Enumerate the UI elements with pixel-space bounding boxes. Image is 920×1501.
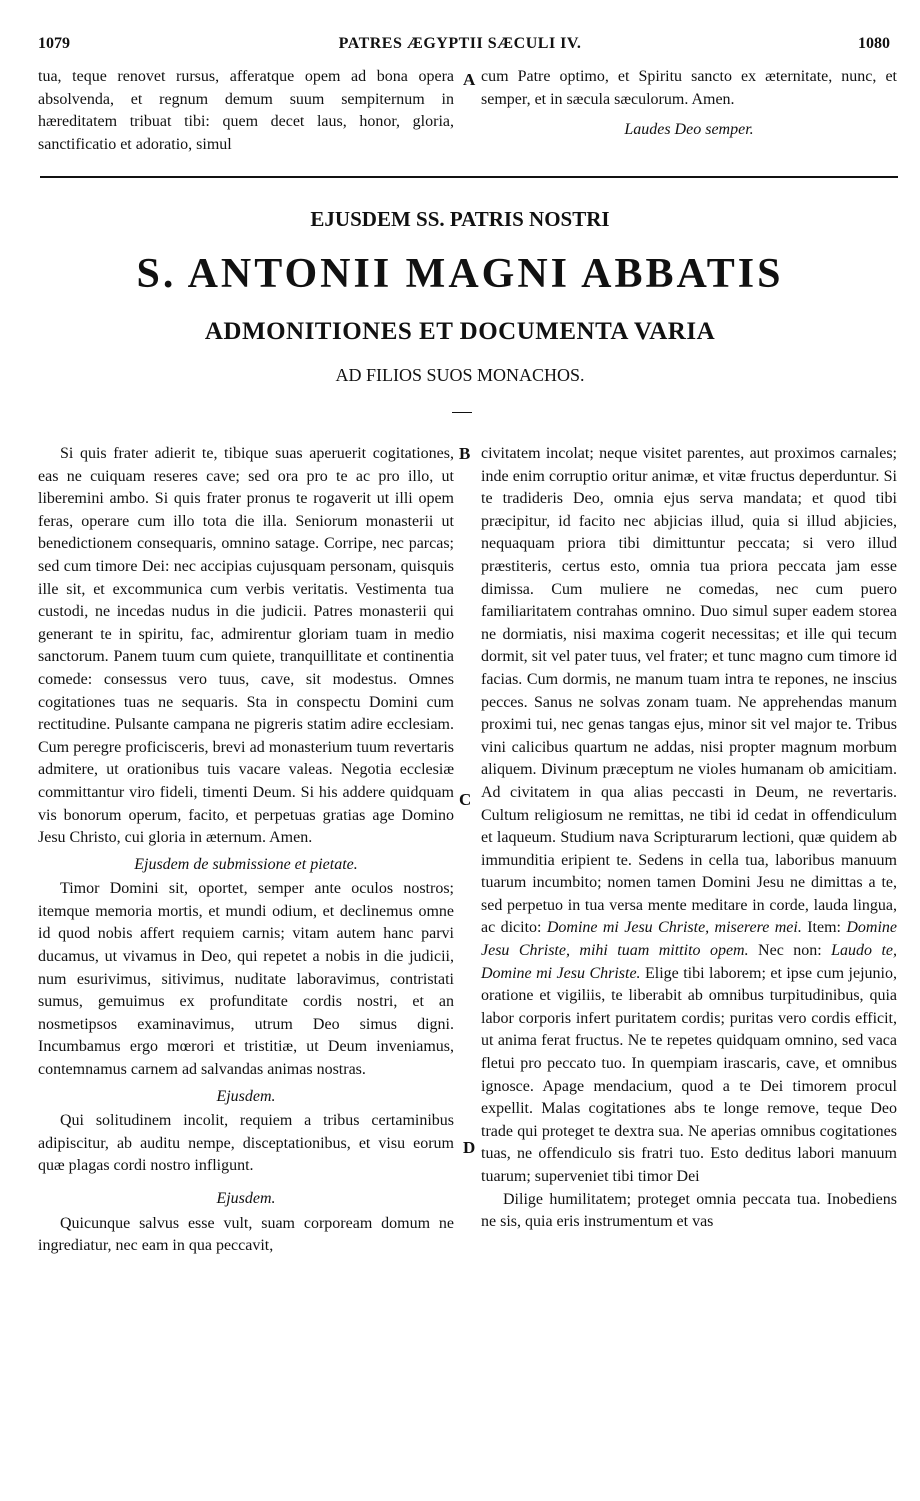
top-right-text: cum Patre optimo, et Spiritu sancto ex æternitate, nunc, et semper, et in sæcula sæculorum. Amen. [481,68,897,108]
top-right-column [481,66,897,144]
prayer-quote: Domine mi Jesu Christe, miserere mei. [546,919,802,937]
page-number-right: 1080 [858,35,890,52]
paragraph: Si quis frater adierit te, tibique suas aperuerit cogitationes, eas ne cuiquam reseres cave; sed ora pro te ac pro illo, ut liberemini ambo. Si quis frater pronus te rogaverit ut illi opem feras, operare cum illo tota die illa. Seniorum monasterii ut benedictionem consequaris, omnino satage. Corripe, nec parcas; sed cum timore Dei: nec accipias cujusquam personam, quisquis ille sit, et excommunica cum verbis veritatis. Vestimenta tua custodi, ne incedas nudus in die judicii. Patres monasterii qui generant te in spiritu, fac, admirentur gloriam tuam in medio sanctorum. Panem tuum cum quiete, tranquillitate et continentia comede: consessus vero tuus, cave, sit modestus. Omnes cogitationes tuas ne sequaris. Sta in conspectu Domini cum rectitudine. Pulsante campana ne pigreris statim adire ecclesiam. Cum peregre proficisceris, brevi ad monasterium tuum revertaris admitere, ut orationibus tuis vacare valeas. Negotia ecclesiæ committantur viro fideli, timenti Deum. Si his addere quidquam vis bonorum operum, facito, et perpetuas gratias age Domino Jesu Christo, cui gloria in æternum. Amen. [38,445,454,847]
paragraph: Timor Domini sit, oportet, semper ante oculos nostros; itemque memoria mortis, et mundi odium, et declinemus omne id quod nobis affert requiem carnis; vitam autem hanc parvi ducamus, ut vivamus in Deo, qui repetet a nobis in die judicii, num esurivimus, sitivimus, nuditate laboravimus, contristati sumus, gemuimus ex profunditate cordis nostri, et an nosmetipsos examinavimus, utrum Deo simus digni. Incumbamus ergo mœrori et tristitiæ, ut Deum inveniamus, contemnamus carnem ad salvandas animas nostras. [38,880,454,1079]
text-run: Item: [807,919,841,937]
subtitle: ADMONITIONES ET DOCUMENTA VARIA [204,318,716,345]
margin-letter-c: C [459,790,472,809]
prayer-quote: Laudo te, Domine mi Jesu Christe. [481,942,898,982]
margin-letter-d: D [463,1138,476,1157]
closing-line: Laudes Deo semper. [624,121,754,139]
paragraph: Quicunque salvus esse vult, suam corpoream domum ne ingrediatur, nec eam in qua peccavit, [38,1214,454,1255]
section-heading: Ejusdem. [216,1087,276,1105]
section-rule [40,176,898,178]
text-run: Elige tibi laborem; et ipse cum jejunio, oratione et vigiliis, te liberabit ab omnibus turpitudinibus, quia labor corporis infert puritatem cordis; puritas vero cordis efficit, ut anima ferat fructus. Ne te repetes quidquam omnino, sed vaca fletui pro peccato tuo. In quempiam irascaris, cave, et omnibus ignosce. Apage mendacium, quod a te Dei timorem procul expellit. Malas cogitationes abs te longe remove, teque Deo trade qui proteget te dextra sua. Ne aperias omnibus cogitationes tuas, ne offendiculo sis fratri tuo. Esto deditus labori manuum tuarum; superveniet tibi timor Dei [481,964,897,1185]
paragraph [481,443,897,1189]
running-title: PATRES ÆGYPTII SÆCULI IV. [338,35,582,52]
text-run: Nec non: [758,942,822,960]
dedication-line: AD FILIOS SUOS MONACHOS. [335,365,585,385]
title-dash [452,412,472,413]
top-left-text: tua, teque renovet rursus, afferatque opem ad bona opera absolvenda, et regnum demum suum sempiternum in hæreditatem tribuat tibi: quem decet laus, honor, gloria, sanctificatio et adoratio, simul [38,68,454,153]
title-line-1: EJUSDEM SS. PATRIS NOSTRI [310,207,610,231]
text-run: civitatem incolat; neque visitet parentes, aut proximos carnales; inde enim corruptio oritur animæ, et vitæ fructus deperduntur. Si te tradideris Deo, omnia ejus serva mandata; et quod tibi præcipitur, id facito nec abjicias illud, quia si illud abjicies, nequaquam priora tibi dimittuntur peccata; si vero illud præstiteris, certus esto, omnia tua priora peccata jam esse dimissa. Cum muliere ne comedas, nec cum puero familiaritatem contrahas omnino. Duo simul super eadem storea ne dormiatis, nisi maxima cogerit necessitas; et ille qui tecum dormit, sit vel pater tuus, vel frater; et tunc magno cum timore id facias. Cum dormis, ne manum tuam intra te repones, ne inscius pecces. Sanus ne solvas zonam tuam. Ne apprehendas manum proximi tui, nec genas tangas ejus, minor sit vel major te. Tribus vini calicibus quartum ne addas, nisi propter magnum morbum aliquem. Divinum præceptum ne violes humanam ob amicitiam. Ad civitatem in qua alias peccasti in Deum, ne revertaris. Cultum religiosum ne remittas, ne tibi id cedat in offendiculum et laqueum. Studium nava Scripturarum lectioni, quæ quidem ab immunditia eripient te. Sedens in cella tua, laboribus manuum tuarum incumbito; nomen tamen Domini Jesu ne dimittas a te, sed perpetuo in tua versa mente meditare in corde, lauda lingua, ac dicito: [481,445,897,937]
paragraph: Dilige humilitatem; proteget omnia peccata tua. Inobediens ne sis, quia eris instrumentum et vas [481,1190,897,1231]
left-body-column [38,443,454,1258]
section-heading: Ejusdem. [216,1190,276,1207]
top-left-column [38,66,454,156]
paragraph: Qui solitudinem incolit, requiem a tribus certaminibus adipiscitur, ab auditu nempe, disceptationibus, et visu eorum quæ plagas cordi nostro infligunt. [38,1112,454,1175]
main-title: S. ANTONII MAGNI ABBATIS [136,251,784,297]
prayer-quote: Domine Jesu Christe, mihi tuam mittito opem. [481,919,897,960]
section-heading: Ejusdem de submissione et pietate. [134,855,358,873]
running-header [0,35,920,65]
margin-letter-b: B [459,444,471,463]
margin-letter-a: A [463,70,476,89]
page-number-left: 1079 [38,35,70,52]
right-body-column [481,443,897,1234]
